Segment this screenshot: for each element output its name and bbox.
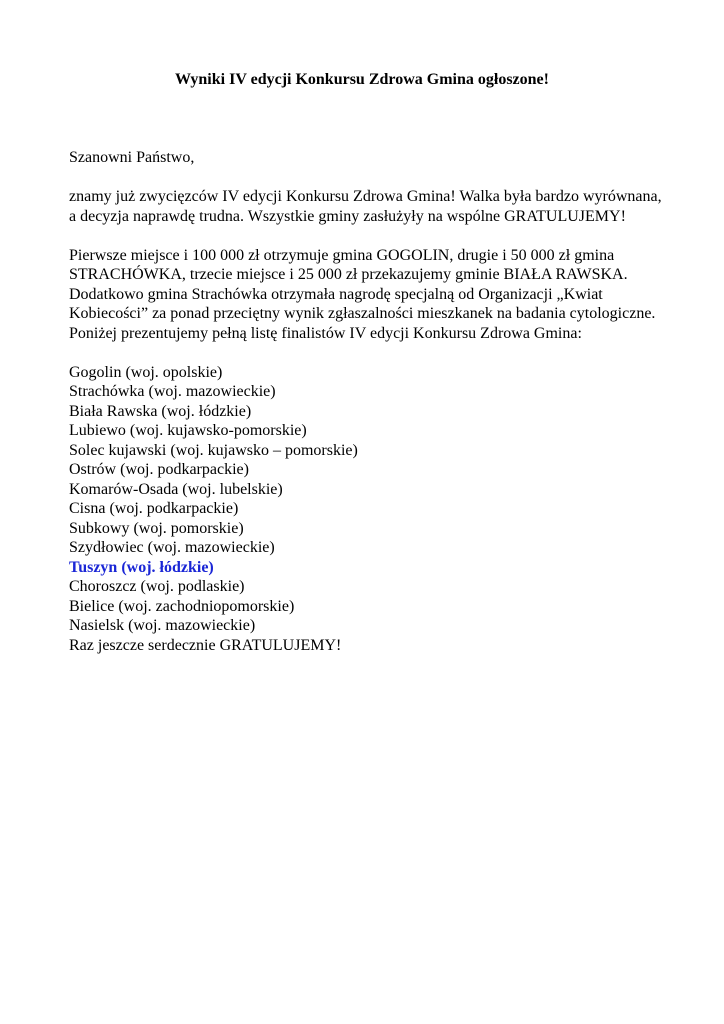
finalists-list (69, 363, 669, 656)
closing-line: Raz jeszcze serdecznie GRATULUJEMY! (69, 636, 342, 654)
results-paragraph: Pierwsze miejsce i 100 000 zł otrzymuje gmina GOGOLIN, drugie i 50 000 zł gmina STRACHÓWKA, trzecie miejsce i 25 000 zł przekazujemy gminie BIAŁA RAWSKA. Dodatkowo gmina Strachówka otrzymała nagrodę specjalną od Organizacji „Kwiat Kobiecości” za ponad przeciętny wynik zgłaszalności mieszkanek na badania cytologiczne. Poniżej prezentujemy pełną listę finalistów IV edycji Konkursu Zdrowa Gmina: (69, 246, 656, 342)
spacer (69, 168, 669, 188)
finalist-item: Choroszcz (woj. podlaskie) (69, 578, 245, 595)
finalist-item: Strachówka (woj. mazowieckie) (69, 383, 276, 400)
finalist-item: Szydłowiec (woj. mazowieckie) (69, 539, 275, 556)
finalist-item: Nasielsk (woj. mazowieckie) (69, 617, 256, 634)
finalist-item: Solec kujawski (woj. kujawsko – pomorskie) (69, 441, 358, 459)
intro-paragraph: znamy już zwycięzców IV edycji Konkursu Zdrowa Gmina! Walka była bardzo wyrównana, a decyzja naprawdę trudna. Wszystkie gminy zasłużyły na wspólne GRATULUJEMY! (69, 188, 662, 225)
highlighted-finalist-item: Tuszyn (woj. łódzkie) (69, 558, 214, 576)
greeting: Szanowni Państwo, (69, 149, 195, 166)
finalist-item: Gogolin (woj. opolskie) (69, 363, 223, 381)
document-title: Wyniki IV edycji Konkursu Zdrowa Gmina ogłoszone! (175, 71, 549, 88)
finalist-item: Subkowy (woj. pomorskie) (69, 519, 244, 537)
finalist-item: Ostrów (woj. podkarpackie) (69, 461, 249, 478)
finalist-item: Lubiewo (woj. kujawsko-pomorskie) (69, 422, 307, 439)
spacer (69, 226, 669, 246)
finalist-item: Biała Rawska (woj. łódzkie) (69, 402, 252, 420)
spacer (69, 343, 669, 363)
finalist-item: Cisna (woj. podkarpackie) (69, 500, 239, 517)
finalist-item: Bielice (woj. zachodniopomorskie) (69, 597, 295, 615)
finalist-item: Komarów-Osada (woj. lubelskie) (69, 480, 283, 498)
document-body (69, 148, 669, 655)
